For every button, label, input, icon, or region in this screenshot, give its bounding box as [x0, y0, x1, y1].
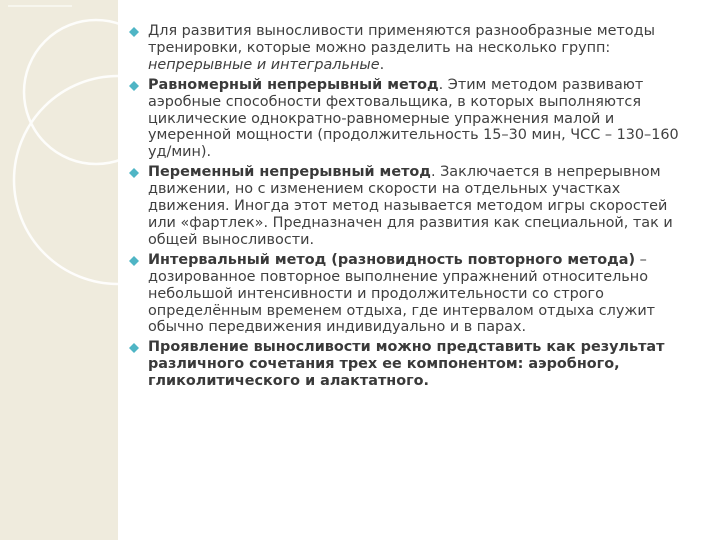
summary-text: Проявление выносливости можно представить как результат различного сочетания трех ее компонентом: аэробного, гликолитического и алактатного. — [148, 339, 665, 390]
content-area — [129, 23, 689, 393]
bullet-diamond-icon — [129, 168, 139, 178]
method-title: Равномерный непрерывный метод — [148, 76, 439, 93]
bullet-diamond-icon — [129, 343, 139, 353]
method-description: . Заключается в непрерывном движении, но с изменением скорости на отдельных участках движения. Иногда этот метод называется методом игры скоростей или «фартлек». Предназначен для развития как специальной, так и общей выносливости. — [148, 164, 673, 248]
bullet-diamond-icon — [129, 256, 139, 266]
method-description: . Этим методом развивают аэробные способности фехтовальщика, в которых выполняются циклические однократно-равномерные упражнения малой и умеренной мощности (продолжительность 15–30 мин, ЧСС – 130–160 уд/мин). — [148, 76, 679, 161]
method-description: – дозированное повторное выполнение упражнений относительно небольшой интенсивности и продолжительности со строго определённым временем отдыха, где интервалом отдыха служит обычно передвижения индивидуально и в парах. — [148, 251, 656, 336]
list-item — [129, 23, 689, 74]
list-item — [129, 252, 689, 337]
list-item — [129, 77, 689, 162]
method-title: Переменный непрерывный метод — [148, 164, 431, 181]
bullet-tail: . — [379, 56, 385, 73]
bullet-diamond-icon — [129, 27, 139, 37]
list-item — [129, 339, 689, 390]
method-title: Интервальный метод (разновидность повторного метода) — [148, 251, 636, 268]
bullet-emphasis: непрерывные и интегральные — [148, 56, 380, 73]
bullet-text: Для развития выносливости применяются разнообразные методы тренировки, которые можно разделить на несколько групп: — [148, 23, 655, 56]
bullet-diamond-icon — [129, 81, 139, 91]
list-item — [129, 164, 689, 249]
bullet-list — [129, 23, 689, 390]
